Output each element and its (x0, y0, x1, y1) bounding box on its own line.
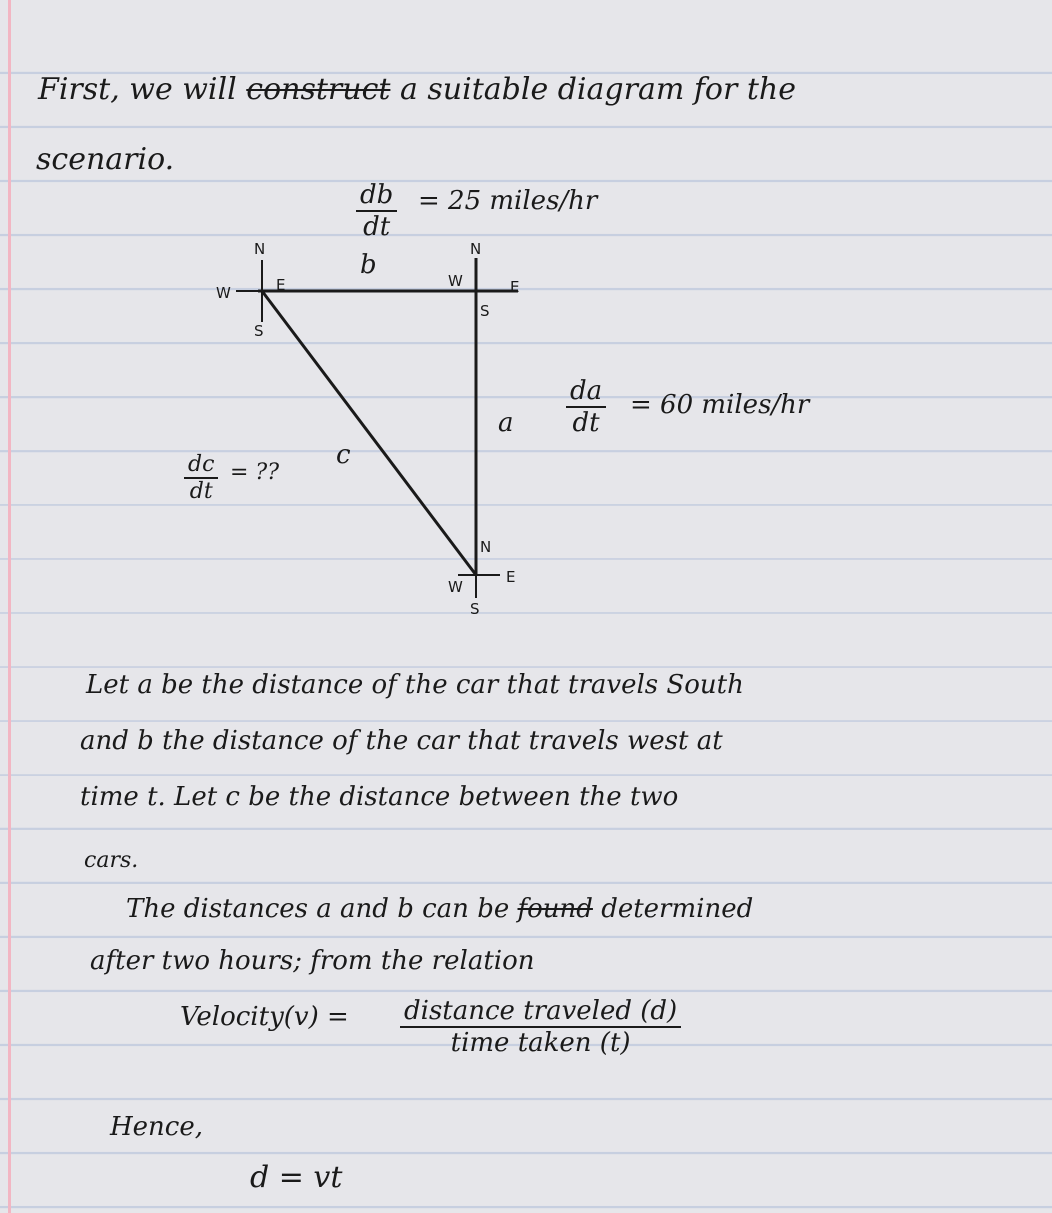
after-two-hours-line: after two hours; from the relation (90, 946, 535, 976)
rate-b-num: db (356, 180, 397, 212)
side-c-label: c (336, 440, 351, 470)
rate-b-den: dt (363, 212, 391, 242)
rate-c-num: dc (184, 452, 218, 479)
rate-a-fraction (566, 376, 606, 438)
let-a-line: Let a be the distance of the car that travels South (86, 670, 744, 700)
compass-right-s: S (480, 302, 490, 320)
compass-bottom-w: W (448, 578, 463, 596)
intro-text-b: a suitable diagram for the (399, 72, 797, 107)
compass-left-n: N (254, 240, 266, 258)
rate-a-value: = 60 miles/hr (630, 390, 810, 420)
velocity-label: Velocity(v) = (180, 1002, 349, 1032)
side-a-label: a (498, 408, 514, 438)
side-b-label: b (360, 250, 377, 280)
compass-bottom-s: S (470, 600, 480, 618)
intro-text-a: First, we will (38, 72, 237, 107)
compass-bottom-e: E (506, 568, 516, 586)
rate-a-den: dt (572, 408, 600, 438)
distances-pre: The distances a and b can be (126, 894, 510, 924)
compass-right-e: E (510, 278, 520, 296)
compass-left-s: S (254, 322, 264, 340)
compass-right-w: W (448, 272, 463, 290)
rate-a-num: da (566, 376, 606, 408)
rate-b-fraction (356, 180, 397, 242)
distances-post: determined (601, 894, 754, 924)
let-c-line: time t. Let c be the distance between the two (80, 782, 679, 812)
compass-bottom-n: N (480, 538, 492, 556)
velocity-fraction (400, 996, 681, 1058)
distances-line (126, 894, 753, 924)
rate-b-value: = 25 miles/hr (418, 186, 598, 216)
side-c-line (262, 291, 476, 575)
intro-line-2: scenario. (36, 142, 175, 177)
hence-line: Hence, (110, 1112, 204, 1142)
rate-c-den: dt (189, 479, 213, 504)
velocity-den: time taken (t) (450, 1028, 631, 1058)
distances-strike: found (517, 894, 593, 924)
rate-c-fraction (184, 452, 218, 504)
let-b-line: and b the distance of the car that travels west at (80, 726, 723, 756)
d-equals-vt: d = vt (250, 1160, 343, 1195)
intro-text-strike: construct (246, 72, 391, 107)
compass-right-n: N (470, 240, 482, 258)
compass-left-w: W (216, 284, 231, 302)
cars-line: cars. (84, 848, 139, 873)
velocity-num: distance traveled (d) (400, 996, 681, 1028)
compass-left-e: E (276, 276, 286, 294)
rate-c-value: = ?? (230, 460, 280, 485)
